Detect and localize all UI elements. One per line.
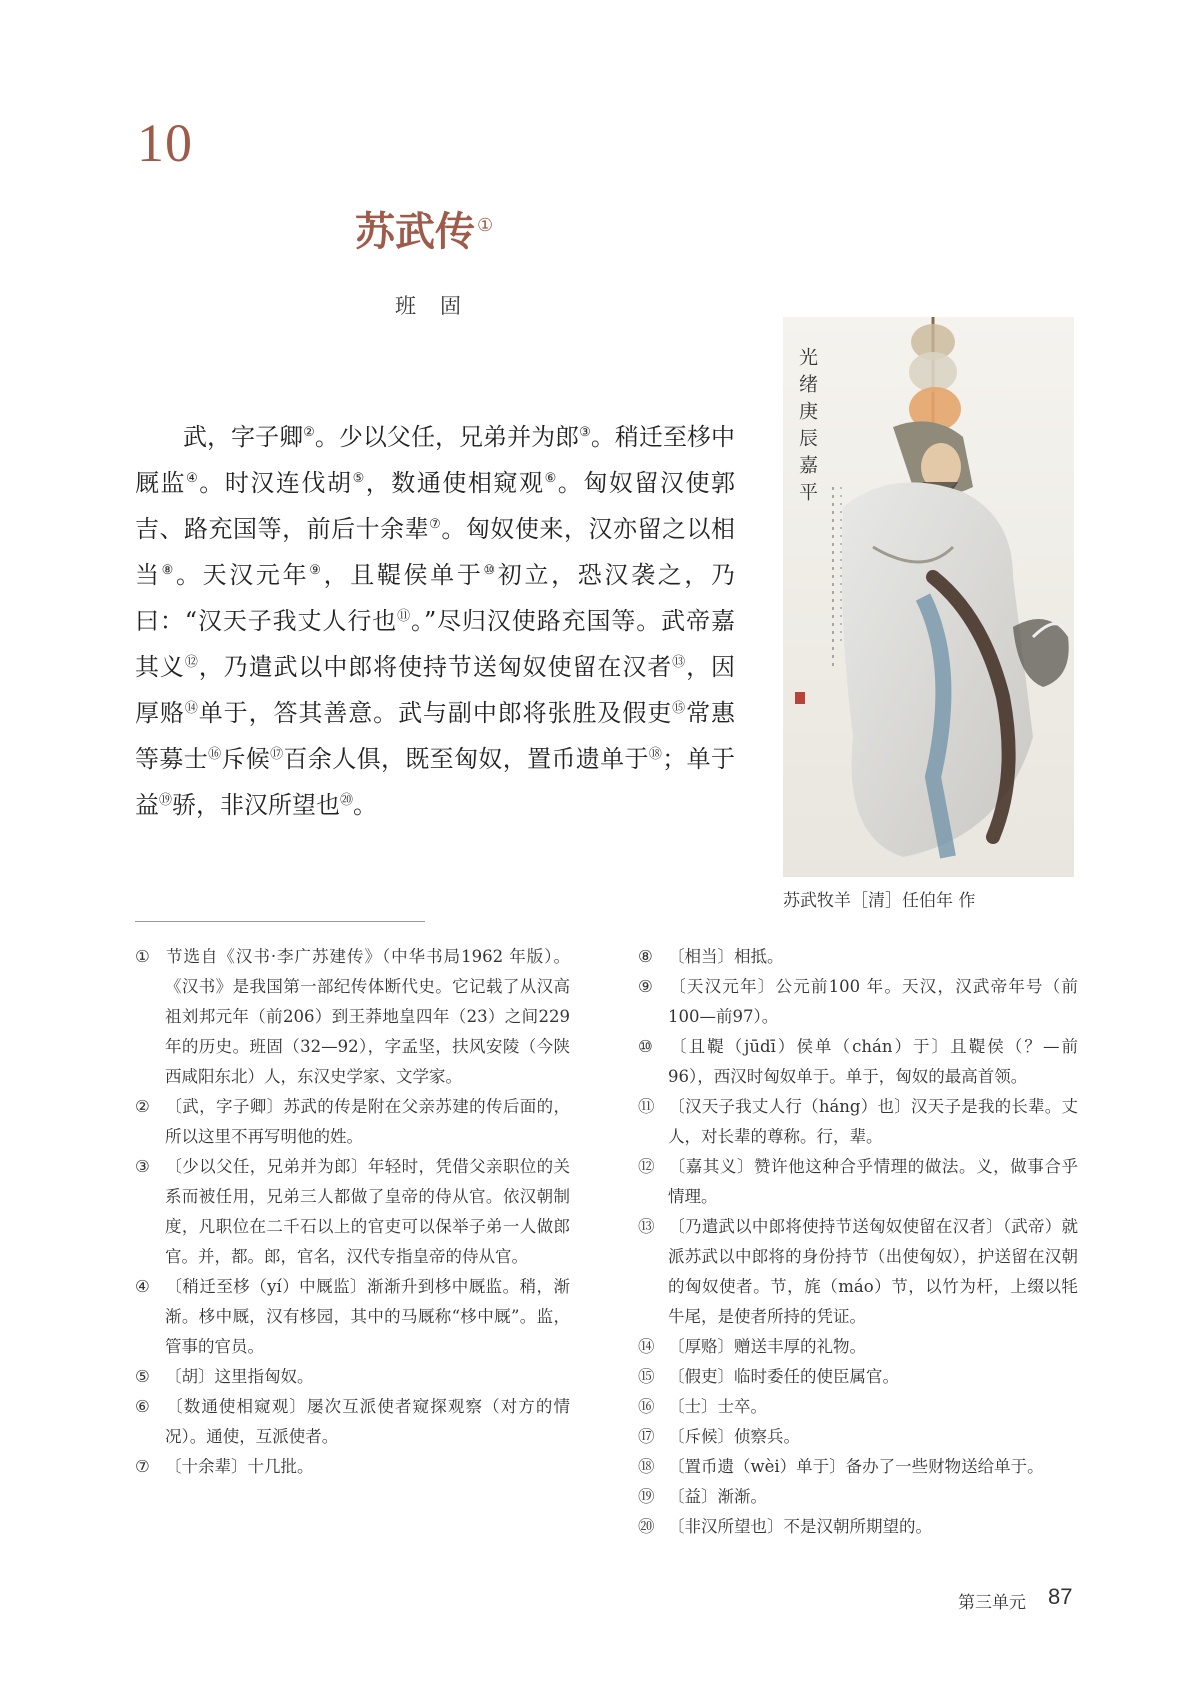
lesson-number: 10 <box>137 113 193 173</box>
footnote-marker[interactable]: ⑯ <box>208 747 222 762</box>
footnote-text: 〔武，字子卿〕苏武的传是附在父亲苏建的传后面的，所以这里不再写明他的姓。 <box>165 1097 570 1146</box>
footnote-text: 〔士〕士卒。 <box>668 1397 767 1416</box>
main-text <box>135 412 735 826</box>
footnote <box>638 942 1078 972</box>
footnote-text: 〔相当〕相抵。 <box>668 947 784 966</box>
author: 班固 <box>395 294 485 318</box>
footnote-text: 〔十余辈〕十几批。 <box>165 1457 314 1476</box>
footnote-number: ① <box>135 947 150 966</box>
page-number: 87 <box>1048 1584 1073 1609</box>
page-title <box>355 200 493 257</box>
title-text: 苏武传 <box>355 208 475 255</box>
footnote-text: 〔斥候〕侦察兵。 <box>668 1427 800 1446</box>
footnote-marker[interactable]: ⑥ <box>544 471 558 486</box>
footnote-number: ⑲ <box>638 1487 655 1506</box>
footnote-number: ⑥ <box>135 1397 150 1416</box>
footnote <box>135 1152 570 1272</box>
painting-su-wu-herding-sheep <box>783 317 1074 877</box>
footnote-marker[interactable]: ⑤ <box>352 471 366 486</box>
footnote-number: ③ <box>135 1157 150 1176</box>
svg-text:光绪庚辰嘉平: 光绪庚辰嘉平 <box>796 347 818 509</box>
footnote-marker[interactable]: ② <box>303 425 315 440</box>
footnote-divider <box>135 921 425 922</box>
footnote-marker[interactable]: ⑫ <box>184 655 199 670</box>
footnote <box>638 1362 1078 1392</box>
footnote-text: 〔非汉所望也〕不是汉朝所期望的。 <box>668 1517 932 1536</box>
footnote-text: 〔置币遗（wèi）单于〕备办了一些财物送给单于。 <box>668 1457 1044 1476</box>
footnote-number: ⑳ <box>638 1517 655 1536</box>
footnote-marker[interactable]: ⑮ <box>672 701 687 716</box>
footnote-number: ⑱ <box>638 1457 655 1476</box>
footnote-number: ⑫ <box>638 1157 655 1176</box>
title-note-marker[interactable]: ① <box>477 214 494 236</box>
footnote-text: 〔天汉元年〕公元前100 年。天汉，汉武帝年号（前100—前97）。 <box>668 977 1078 1026</box>
footnote-marker[interactable]: ⑲ <box>159 793 173 808</box>
footnote-number: ② <box>135 1097 150 1116</box>
footnote-text: 〔假吏〕临时委任的使臣属官。 <box>668 1367 899 1386</box>
footnote-marker[interactable]: ⑰ <box>270 747 284 762</box>
footnote <box>135 942 570 1092</box>
footnote <box>638 1032 1078 1092</box>
footnote-number: ⑩ <box>638 1037 653 1056</box>
footnote <box>638 1512 1078 1542</box>
footnote-marker[interactable]: ⑳ <box>340 793 354 808</box>
footnote-number: ⑪ <box>638 1097 655 1116</box>
footnote-text: 〔乃遣武以中郎将使持节送匈奴使留在汉者〕（武帝）就派苏武以中郎将的身份持节（出使匈奴），护送留在汉朝的匈奴使者。节，旄（máo）节，以竹为杆，上缀以牦牛尾，是使者所持的凭证。 <box>668 1217 1078 1326</box>
footnote <box>638 1212 1078 1332</box>
footnote-text: 〔厚赂〕赠送丰厚的礼物。 <box>668 1337 866 1356</box>
main-paragraph: 武，字子卿②。少以父任，兄弟并为郎③。稍迁至栘中厩监④。时汉连伐胡⑤，数通使相窥观⑥。匈奴留汉使郭吉、路充国等，前后十余辈⑦。匈奴使来，汉亦留之以相当⑧。天汉元年⑨，且鞮侯单于⑩初立，恐汉袭之，乃曰：“汉天子我丈人行也⑪。”尽归汉使路充国等。武帝嘉其义⑫，乃遣武以中郎将使持节送匈奴使留在汉者⑬，因厚赂⑭单于，答其善意。武与副中郎将张胜及假吏⑮常惠等募士⑯斥候⑰百余人俱，既至匈奴，置币遗单于⑱；单于益⑲骄，非汉所望也⑳。 <box>135 423 736 819</box>
footnote-number: ⑮ <box>638 1367 655 1386</box>
footnote-text: 〔少以父任，兄弟并为郎〕年轻时，凭借父亲职位的关系而被任用，兄弟三人都做了皇帝的侍从官。依汉朝制度，凡职位在二千石以上的官吏可以保举子弟一人做郎官。并，都。郎，官名，汉代专指皇帝的侍从官。 <box>165 1157 570 1266</box>
footnote <box>638 1482 1078 1512</box>
footnote-number: ⑤ <box>135 1367 150 1386</box>
footnote <box>638 1152 1078 1212</box>
footnote-text: 〔且鞮（jūdī）侯单（chán）于〕且鞮侯（？—前96），西汉时匈奴单于。单于，匈奴的最高首领。 <box>668 1037 1078 1086</box>
footnote <box>638 1092 1078 1152</box>
footnotes-left-column <box>135 942 570 1482</box>
footnote-marker[interactable]: ⑱ <box>648 747 663 762</box>
footnote <box>638 1332 1078 1362</box>
footnote-text: 〔汉天子我丈人行（háng）也〕汉天子是我的长辈。丈人，对长辈的尊称。行，辈。 <box>668 1097 1078 1146</box>
footnote-marker[interactable]: ③ <box>579 425 591 440</box>
footnote-number: ⑨ <box>638 977 653 996</box>
footnote-marker[interactable]: ⑪ <box>397 609 412 624</box>
footnote-number: ④ <box>135 1277 150 1296</box>
footnote-number: ⑰ <box>638 1427 655 1446</box>
footnote <box>638 1392 1078 1422</box>
footnote-number: ⑬ <box>638 1217 655 1236</box>
footnote <box>135 1092 570 1152</box>
footnote-text: 〔嘉其义〕赞许他这种合乎情理的做法。义，做事合乎情理。 <box>668 1157 1078 1206</box>
footnote <box>135 1392 570 1452</box>
footnote-marker[interactable]: ④ <box>186 471 200 486</box>
footnote-marker[interactable]: ⑧ <box>161 563 176 578</box>
footnote-marker[interactable]: ⑨ <box>309 563 324 578</box>
footnote-text: 〔稍迁至栘（yí）中厩监〕渐渐升到栘中厩监。稍，渐渐。栘中厩，汉有栘园，其中的马厩称“栘中厩”。监，管事的官员。 <box>165 1277 570 1356</box>
footnote-text: 节选自《汉书·李广苏建传》（中华书局1962 年版）。《汉书》是我国第一部纪传体断代史。它记载了从汉高祖刘邦元年（前206）到王莽地皇四年（23）之间229 年的历史。班固（32—92），字孟坚，扶风安陵（今陕西咸阳东北）人，东汉史学家、文学家。 <box>165 947 570 1086</box>
painting-illustration <box>783 317 1074 877</box>
footnote-marker[interactable]: ⑩ <box>483 563 498 578</box>
footnote <box>638 1422 1078 1452</box>
footnote <box>135 1362 570 1392</box>
footnote-number: ⑧ <box>638 947 653 966</box>
footnote-text: 〔胡〕这里指匈奴。 <box>165 1367 314 1386</box>
footnote <box>135 1452 570 1482</box>
footnote-text: 〔益〕渐渐。 <box>668 1487 767 1506</box>
footnote-number: ⑯ <box>638 1397 655 1416</box>
painting-caption: 苏武牧羊［清］任伯年 作 <box>783 891 976 911</box>
footnote-text: 〔数通使相窥观〕屡次互派使者窥探观察（对方的情况）。通使，互派使者。 <box>165 1397 570 1446</box>
footer-unit-label: 第三单元 <box>958 1593 1026 1613</box>
footnote-marker[interactable]: ⑬ <box>672 655 687 670</box>
footnote-number: ⑭ <box>638 1337 655 1356</box>
footnote <box>135 1272 570 1362</box>
footnote-marker[interactable]: ⑦ <box>429 517 442 532</box>
footnote-marker[interactable]: ⑭ <box>184 701 199 716</box>
footnotes-right-column <box>638 942 1078 1542</box>
footnote-number: ⑦ <box>135 1457 150 1476</box>
footnote <box>638 972 1078 1032</box>
footnote <box>638 1452 1078 1482</box>
